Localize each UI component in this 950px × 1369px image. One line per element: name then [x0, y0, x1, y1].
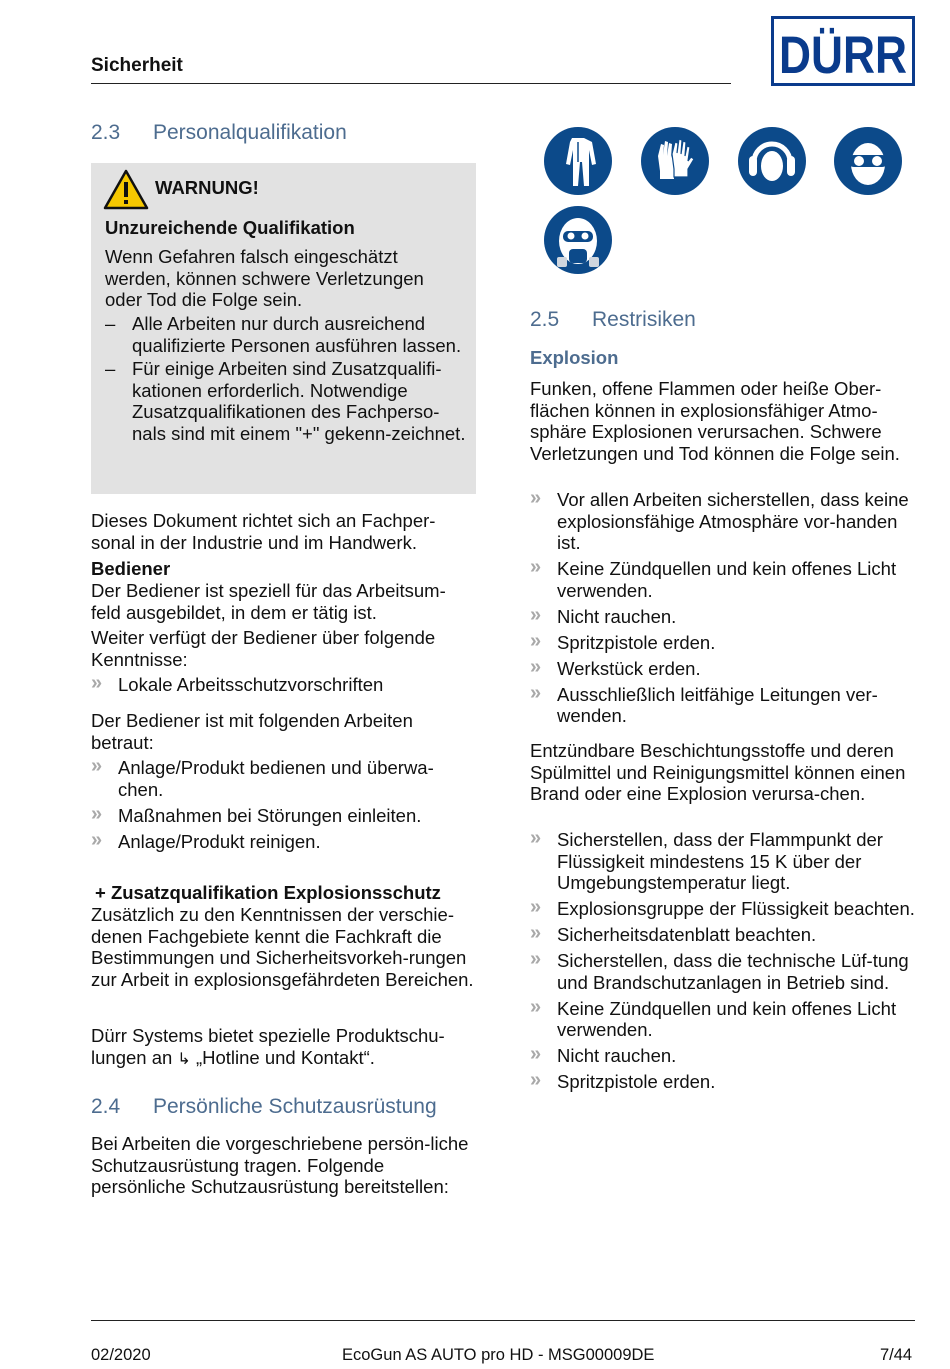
warning-label: WARNUNG!: [155, 177, 259, 198]
section-title: Persönliche Schutzausrüstung: [153, 1095, 437, 1118]
list-item: » Spritzpistole erden.: [530, 1069, 716, 1092]
zusatz-text: Zusätzlich zu den Kenntnissen der verschie-denen Fachgebiete kennt die Fachkraft die Bestimmungen und Sicherheitsvorkeh-rungen zur Arbeit in explosionsgefährdeten Bereichen.: [91, 904, 474, 990]
list-item: – Für einige Arbeiten sind Zusatzqualifi-kationen erforderlich. Notwendige Zusatzqualifikationen des Fachperso-nals sind mit einem "+" gekenn-zeichnet.: [105, 358, 466, 444]
list-item: » Vor allen Arbeiten sicherstellen, dass keine explosionsfähige Atmosphäre vor-handen ist.: [530, 487, 909, 553]
footer-page-number: 7/44: [880, 1346, 913, 1364]
schulung-text: Dürr Systems bietet spezielle Produktschu-lungen an: [91, 1025, 445, 1068]
protective-suit-icon: [543, 126, 613, 196]
list-item: » Nicht rauchen.: [530, 603, 677, 627]
section-2-4-heading: [91, 1095, 437, 1119]
brand-list: [530, 829, 920, 1097]
footer-date: 02/2020: [91, 1346, 151, 1364]
list-item: – Alle Arbeiten nur durch ausreichend qualifizierte Personen ausführen lassen.: [105, 313, 462, 356]
list-item: » Sicherheitsdatenblatt beachten.: [530, 922, 817, 945]
arbeiten-text: Der Bediener ist mit folgenden Arbeiten betraut:: [91, 710, 413, 753]
explosion-heading: Explosion: [530, 347, 619, 368]
logo-text: DÜRR: [779, 26, 907, 85]
section-number: 2.3: [91, 121, 121, 144]
list-item: » Keine Zündquellen und kein offenes Licht verwenden.: [530, 556, 897, 601]
safety-goggles-icon: [833, 126, 903, 196]
list-item: » Lokale Arbeitsschutzvorschriften: [91, 672, 384, 695]
list-item: » Spritzpistole erden.: [530, 629, 716, 653]
footer-rule: [91, 1320, 915, 1321]
list-item: » Maßnahmen bei Störungen einleiten.: [91, 802, 422, 826]
bediener-text: Der Bediener ist speziell für das Arbeitsum-feld ausgebildet, in dem er tätig ist.: [91, 580, 446, 623]
warning-text: Wenn Gefahren falsch eingeschätzt werden, können schwere Verletzungen oder Tod die Folge sein.: [105, 246, 424, 310]
section-2-3-heading: [91, 121, 347, 145]
brand-text: Entzündbare Beschichtungsstoffe und deren Spülmittel und Reinigungsmittel können einen Brand oder eine Explosion verursa-chen.: [530, 740, 906, 804]
duerr-logo: [771, 16, 915, 86]
explosion-list: [530, 489, 920, 731]
hotline-link[interactable]: „Hotline und Kontakt“.: [195, 1046, 375, 1068]
bediener-heading: Bediener: [91, 558, 171, 579]
zusatz-heading: + Zusatzqualifikation Explosionsschutz: [95, 882, 441, 903]
kenntnisse-list: [91, 674, 476, 700]
section-title: Restrisiken: [592, 308, 696, 331]
protective-gloves-icon: [640, 126, 710, 196]
list-item: » Anlage/Produkt reinigen.: [91, 828, 321, 852]
kenntnisse-text: Weiter verfügt der Bediener über folgende Kenntnisse:: [91, 627, 436, 670]
section-title: Personalqualifikation: [153, 121, 347, 144]
footer-document-id: EcoGun AS AUTO pro HD - MSG00009DE: [342, 1346, 655, 1364]
respirator-mask-icon: [543, 205, 613, 275]
section-number: 2.5: [530, 308, 560, 331]
explosion-text: Funken, offene Flammen oder heiße Ober-flächen können in explosionsfähiger Atmo-sphäre Explosionen verursachen. Schwere Verletzungen und Tod können die Folge sein.: [530, 378, 900, 464]
list-item: » Sicherstellen, dass die technische Lüf-tung und Brandschutzanlagen in Betrieb sind.: [530, 948, 909, 993]
cross-reference-arrow-icon: ↳: [177, 1050, 191, 1068]
list-item: » Anlage/Produkt bedienen und überwa-chen.: [91, 755, 434, 800]
list-item: » Nicht rauchen.: [530, 1043, 677, 1066]
warning-icon: [103, 168, 149, 210]
list-item: » Sicherstellen, dass der Flammpunkt der Flüssigkeit mindestens 15 K über der Umgebungstemperatur liegt.: [530, 827, 883, 893]
list-item: » Keine Zündquellen und kein offenes Licht verwenden.: [530, 995, 897, 1040]
warning-heading: Unzureichende Qualifikation: [105, 217, 355, 238]
warning-box: [91, 163, 476, 494]
header-title: Sicherheit: [91, 55, 183, 76]
schulung-paragraph: [91, 1025, 476, 1070]
arbeiten-list: [91, 757, 471, 857]
warning-list: [105, 313, 467, 446]
intro-text: Dieses Dokument richtet sich an Fachper-sonal in der Industrie und im Handwerk.: [91, 510, 436, 553]
psa-text: Bei Arbeiten die vorgeschriebene persön-liche Schutzausrüstung tragen. Folgende persönliche Schutzausrüstung bereitstellen:: [91, 1133, 469, 1197]
ear-protection-icon: [737, 126, 807, 196]
section-2-5-heading: [530, 308, 696, 332]
list-item: » Ausschließlich leitfähige Leitungen ver-wenden.: [530, 681, 878, 726]
list-item: » Explosionsgruppe der Flüssigkeit beachten.: [530, 896, 915, 919]
list-item: » Werkstück erden.: [530, 655, 701, 679]
header-rule: [91, 83, 731, 84]
section-number: 2.4: [91, 1095, 121, 1118]
